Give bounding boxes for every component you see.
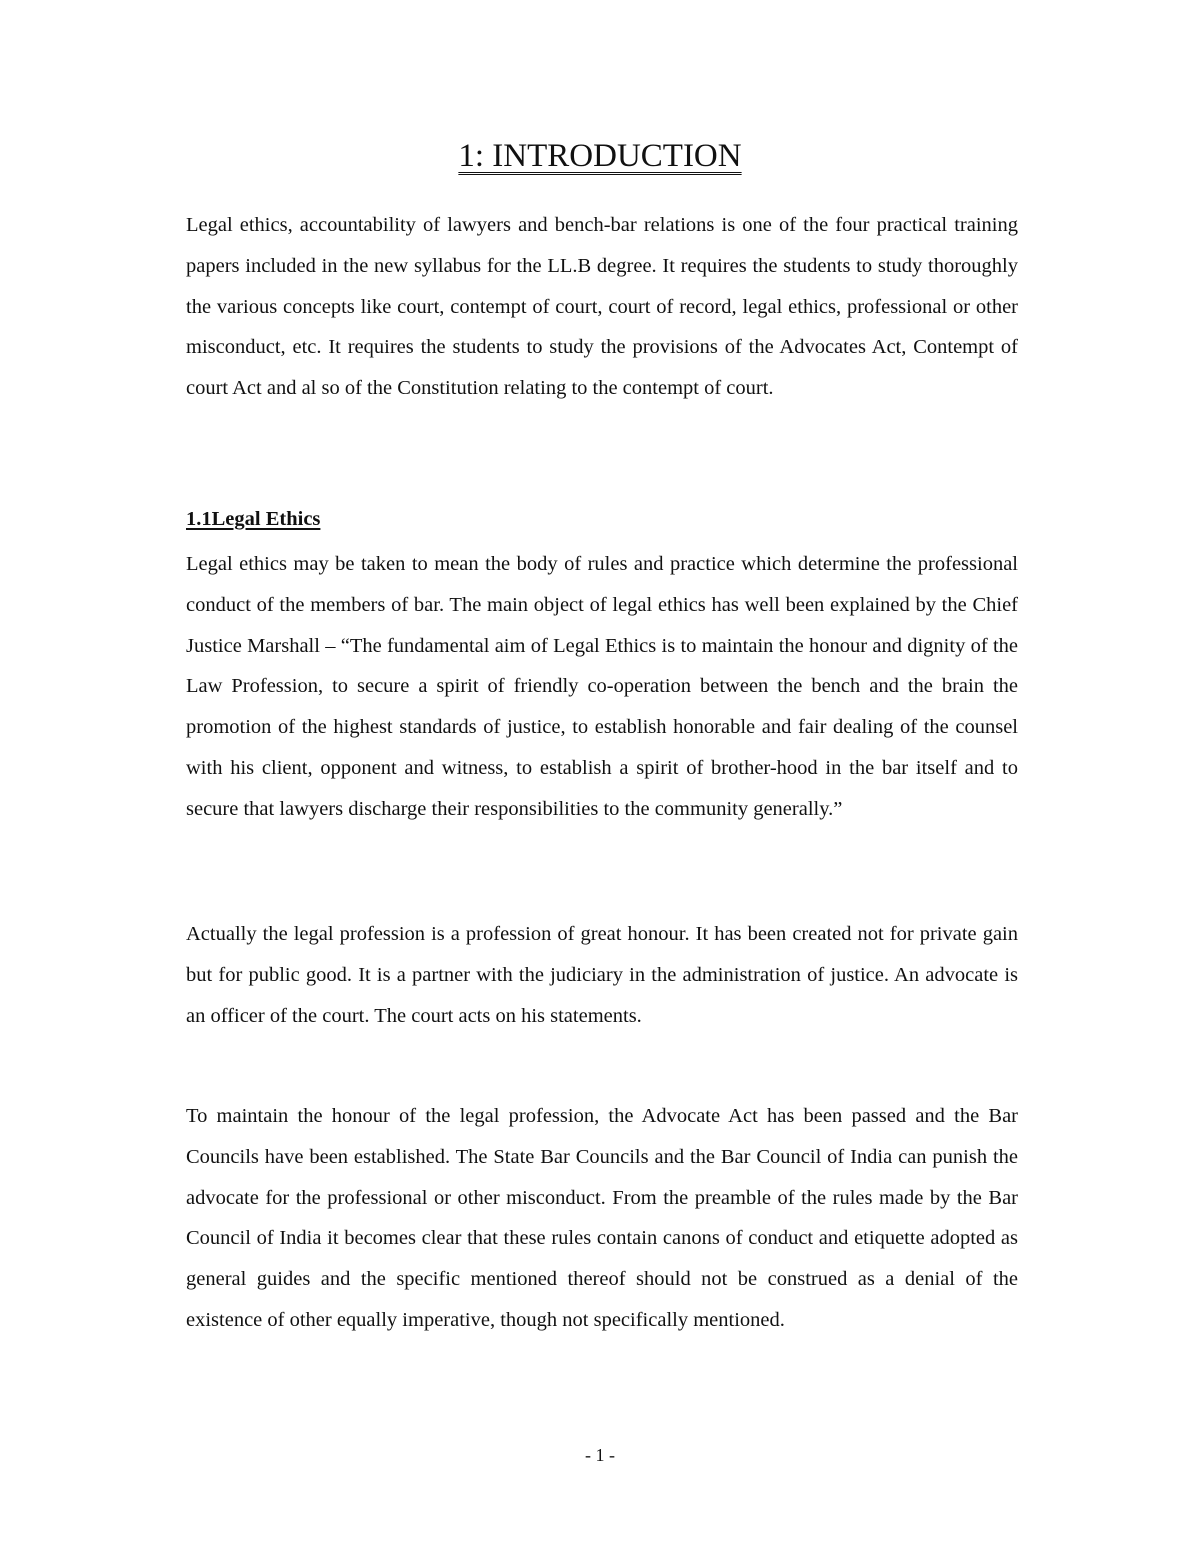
intro-paragraph: Legal ethics, accountability of lawyers and bench-bar relations is one of the four practical training papers included in the new syllabus for the LL.B degree. It requires the students to study thoroughly the various concepts like court, contempt of court, court of record, legal ethics, professional or other misconduct, etc. It requires the students to study the provisions of the Advocates Act, Contempt of court Act and al so of the Constitution relating to the contempt of court. (186, 214, 1018, 400)
chapter-title (0, 136, 1200, 176)
page-number: - 1 - (585, 1445, 615, 1465)
body-paragraph: Legal ethics may be taken to mean the body of rules and practice which determine the professional conduct of the members of bar. The main object of legal ethics has well been explained by the Chief Justice Marshall – “The fundamental aim of Legal Ethics is to maintain the honour and dignity of the Law Profession, to secure a spirit of friendly co-operation between the bench and the brain the promotion of the highest standards of justice, to establish honorable and fair dealing of the counsel with his client, opponent and witness, to establish a spirit of brother-hood in the bar itself and to secure that lawyers discharge their responsibilities to the community generally.” (186, 553, 1018, 820)
chapter-title-text: 1: INTRODUCTION (458, 138, 742, 174)
body-paragraph: Actually the legal profession is a profession of great honour. It has been created not for private gain but for public good. It is a partner with the judiciary in the administration of justice. An advocate is an officer of the court. The court acts on his statements. (186, 923, 1018, 1027)
section-heading: 1.1Legal Ethics (186, 508, 321, 530)
body-paragraph: To maintain the honour of the legal profession, the Advocate Act has been passed and the Bar Councils have been established. The State Bar Councils and the Bar Council of India can punish the advocate for the professional or other misconduct. From the preamble of the rules made by the Bar Council of India it becomes clear that these rules contain canons of conduct and etiquette adopted as general guides and the specific mentioned thereof should not be construed as a denial of the existence of other equally imperative, though not specifically mentioned. (186, 1105, 1018, 1331)
